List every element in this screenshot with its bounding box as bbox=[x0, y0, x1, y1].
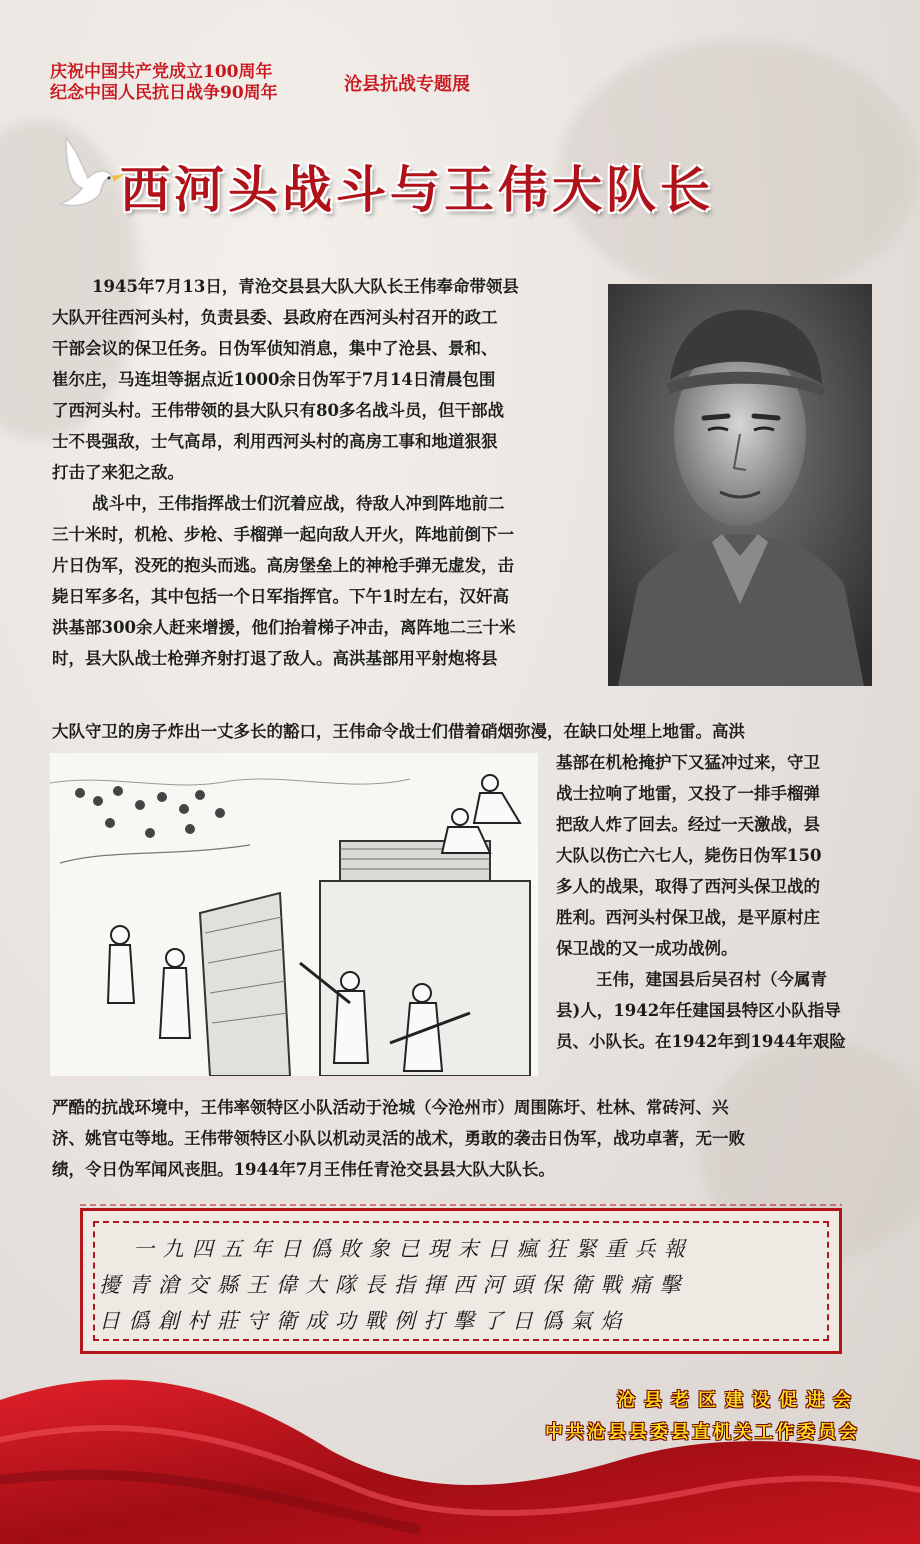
exhibition-name: 沧县抗战专题展 bbox=[344, 74, 470, 95]
text-line: 大队守卫的房子炸出一丈多长的豁口，王伟命令战士们借着硝烟弥漫，在缺口处埋上地雷。高洪 bbox=[52, 722, 745, 741]
text-line: 多人的战果，取得了西河头保卫战的 bbox=[556, 877, 820, 896]
text-line: 胜利。西河头村保卫战，是平原村庄 bbox=[556, 908, 820, 927]
text-line: 县)人，1942年任建国县特区小队指导 bbox=[556, 1001, 841, 1020]
header-line-1: 庆祝中国共产党成立100周年 bbox=[50, 62, 273, 82]
text-line: 严酷的抗战环境中，王伟率领特区小队活动于沧城（今沧州市）周围陈圩、杜林、常砖河、兴 bbox=[52, 1098, 729, 1117]
text-line: 保卫战的又一成功战例。 bbox=[556, 939, 738, 958]
calligraphy-line: 日僞創村莊守衛成功戰例打擊了日僞氣焰 bbox=[99, 1309, 630, 1333]
text-line: 三十米时，机枪、步枪、手榴弹一起向敌人开火，阵地前倒下一 bbox=[52, 525, 514, 544]
text-line: 打击了来犯之敌。 bbox=[52, 463, 184, 482]
text-line: 毙日军多名，其中包括一个日军指挥官。下午1时左右，汉奸高 bbox=[52, 587, 509, 606]
calligraphy-frame bbox=[80, 1208, 842, 1354]
text-line: 把敌人炸了回去。经过一天激战，县 bbox=[556, 815, 820, 834]
text-line: 片日伪军，没死的抱头而逃。高房堡垒上的神枪手弹无虚发，击 bbox=[52, 556, 514, 575]
text-line: 战士拉响了地雷，又投了一排手榴弹 bbox=[556, 784, 820, 803]
text-line: 士不畏强敌，士气高昂，利用西河头村的高房工事和地道狠狠 bbox=[52, 432, 498, 451]
organization-2: 中共沧县县委县直机关工作委员会 bbox=[545, 1422, 860, 1443]
organization-1: 沧县老区建设促进会 bbox=[617, 1390, 860, 1411]
paragraph-3 bbox=[52, 1092, 876, 1185]
text-line: 时，县大队战士枪弹齐射打退了敌人。高洪基部用平射炮将县 bbox=[52, 649, 498, 668]
battle-sketch-illustration bbox=[50, 753, 538, 1076]
page-title: 西河头战斗与王伟大队长 bbox=[120, 161, 714, 219]
text-line: 大队开往西河头村，负责县委、县政府在西河头村召开的政工 bbox=[52, 308, 498, 327]
header-line-2: 纪念中国人民抗日战争90周年 bbox=[50, 83, 278, 103]
paragraph-1 bbox=[52, 271, 600, 674]
calligraphy-line: 一九四五年日僞敗象已現末日瘋狂緊重兵報 bbox=[133, 1237, 694, 1261]
text-line: 王伟，建国县后吴召村（今属青 bbox=[596, 970, 827, 989]
paragraph-2-column bbox=[556, 747, 876, 1057]
calligraphy-line: 擾青滄交縣王偉大隊長指揮西河頭保衛戰痛擊 bbox=[99, 1273, 689, 1297]
text-line: 基部在机枪掩护下又猛冲过来，守卫 bbox=[556, 753, 820, 772]
text-line: 大队以伤亡六七人，毙伤日伪军150 bbox=[556, 846, 822, 865]
text-line: 战斗中，王伟指挥战士们沉着应战，待敌人冲到阵地前二 bbox=[92, 494, 505, 513]
text-line: 干部会议的保卫任务。日伪军侦知消息，集中了沧县、景和、 bbox=[52, 339, 498, 358]
text-line: 洪基部300余人赶来增援，他们抬着梯子冲击，离阵地二三十米 bbox=[52, 618, 516, 637]
text-line: 了西河头村。王伟带领的县大队只有80多名战斗员，但干部战 bbox=[52, 401, 504, 420]
key-pattern-border-top bbox=[80, 1199, 842, 1211]
text-line: 崔尔庄，马连坦等据点近1000余日伪军于7月14日清晨包围 bbox=[52, 370, 496, 389]
text-line: 员、小队长。在1942年到1944年艰险 bbox=[556, 1032, 846, 1051]
text-line: 1945年7月13日，青沧交县县大队大队长王伟奉命带领县 bbox=[92, 277, 519, 296]
text-line: 济、姚官屯等地。王伟带领特区小队以机动灵活的战术，勇敢的袭击日伪军，战功卓著，无一败 bbox=[52, 1129, 745, 1148]
paragraph-1-wide-line bbox=[52, 716, 876, 747]
text-line: 绩，令日伪军闻风丧胆。1944年7月王伟任青沧交县县大队大队长。 bbox=[52, 1160, 555, 1179]
portrait-photo bbox=[608, 284, 872, 686]
